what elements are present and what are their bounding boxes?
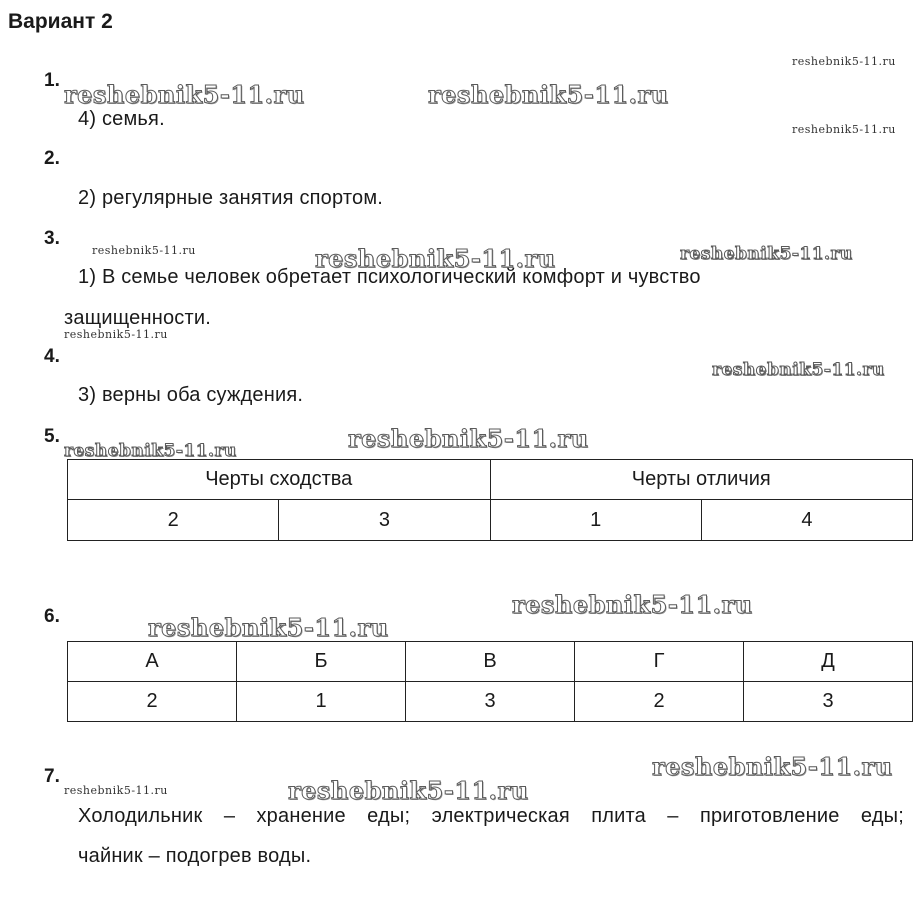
- table-cell: 3: [406, 682, 575, 722]
- table-cell: 2: [68, 682, 237, 722]
- watermark: reshebnik5-11.ru: [64, 80, 305, 109]
- watermark: reshebnik5-11.ru: [652, 752, 893, 781]
- answer-text: 3) верны оба суждения.: [78, 384, 304, 406]
- answer-text: чайник – подогрев воды.: [78, 845, 312, 867]
- watermark: reshebnik5-11.ru: [64, 328, 168, 341]
- watermark: reshebnik5-11.ru: [64, 784, 168, 797]
- question-number: 1.: [44, 70, 60, 91]
- table-header: Б: [237, 642, 406, 682]
- table-cell: 1: [237, 682, 406, 722]
- table-header: А: [68, 642, 237, 682]
- question-number: 7.: [44, 766, 60, 787]
- question-number: 4.: [44, 346, 60, 367]
- answer-text: 2) регулярные занятия спортом.: [78, 187, 384, 209]
- answer-text: 1) В семье человек обретает психологический комфорт и чувство: [78, 266, 701, 288]
- table-cell: 3: [744, 682, 913, 722]
- table-cell: 1: [490, 500, 701, 541]
- page-title: Вариант 2: [8, 10, 113, 33]
- question-number: 5.: [44, 426, 60, 447]
- table-header: Г: [575, 642, 744, 682]
- table-cell: 4: [701, 500, 912, 541]
- question-number: 2.: [44, 148, 60, 169]
- table-cell: 3: [279, 500, 490, 541]
- table-cell: 2: [575, 682, 744, 722]
- question-number: 3.: [44, 228, 60, 249]
- watermark: reshebnik5-11.ru: [792, 55, 896, 68]
- table-header: Д: [744, 642, 913, 682]
- table-header: Черты сходства: [68, 460, 491, 500]
- answer-table: [67, 459, 913, 541]
- watermark: reshebnik5-11.ru: [348, 424, 589, 453]
- watermark: reshebnik5-11.ru: [680, 244, 853, 264]
- answer-table: [67, 641, 913, 722]
- question-number: 6.: [44, 606, 60, 627]
- watermark: reshebnik5-11.ru: [288, 776, 529, 805]
- answer-text: Холодильник – хранение еды; электрическая плита – приготовление еды;: [78, 805, 904, 827]
- watermark: reshebnik5-11.ru: [428, 80, 669, 109]
- watermark: reshebnik5-11.ru: [792, 123, 896, 136]
- table-header: В: [406, 642, 575, 682]
- watermark: reshebnik5-11.ru: [512, 590, 753, 619]
- table-cell: 2: [68, 500, 279, 541]
- watermark: reshebnik5-11.ru: [92, 244, 196, 257]
- watermark: reshebnik5-11.ru: [148, 613, 389, 642]
- answer-text: 4) семья.: [78, 108, 165, 130]
- watermark: reshebnik5-11.ru: [712, 360, 885, 380]
- watermark: reshebnik5-11.ru: [64, 441, 237, 461]
- watermark: reshebnik5-11.ru: [315, 244, 556, 273]
- answer-text: защищенности.: [64, 307, 211, 329]
- table-header: Черты отличия: [490, 460, 913, 500]
